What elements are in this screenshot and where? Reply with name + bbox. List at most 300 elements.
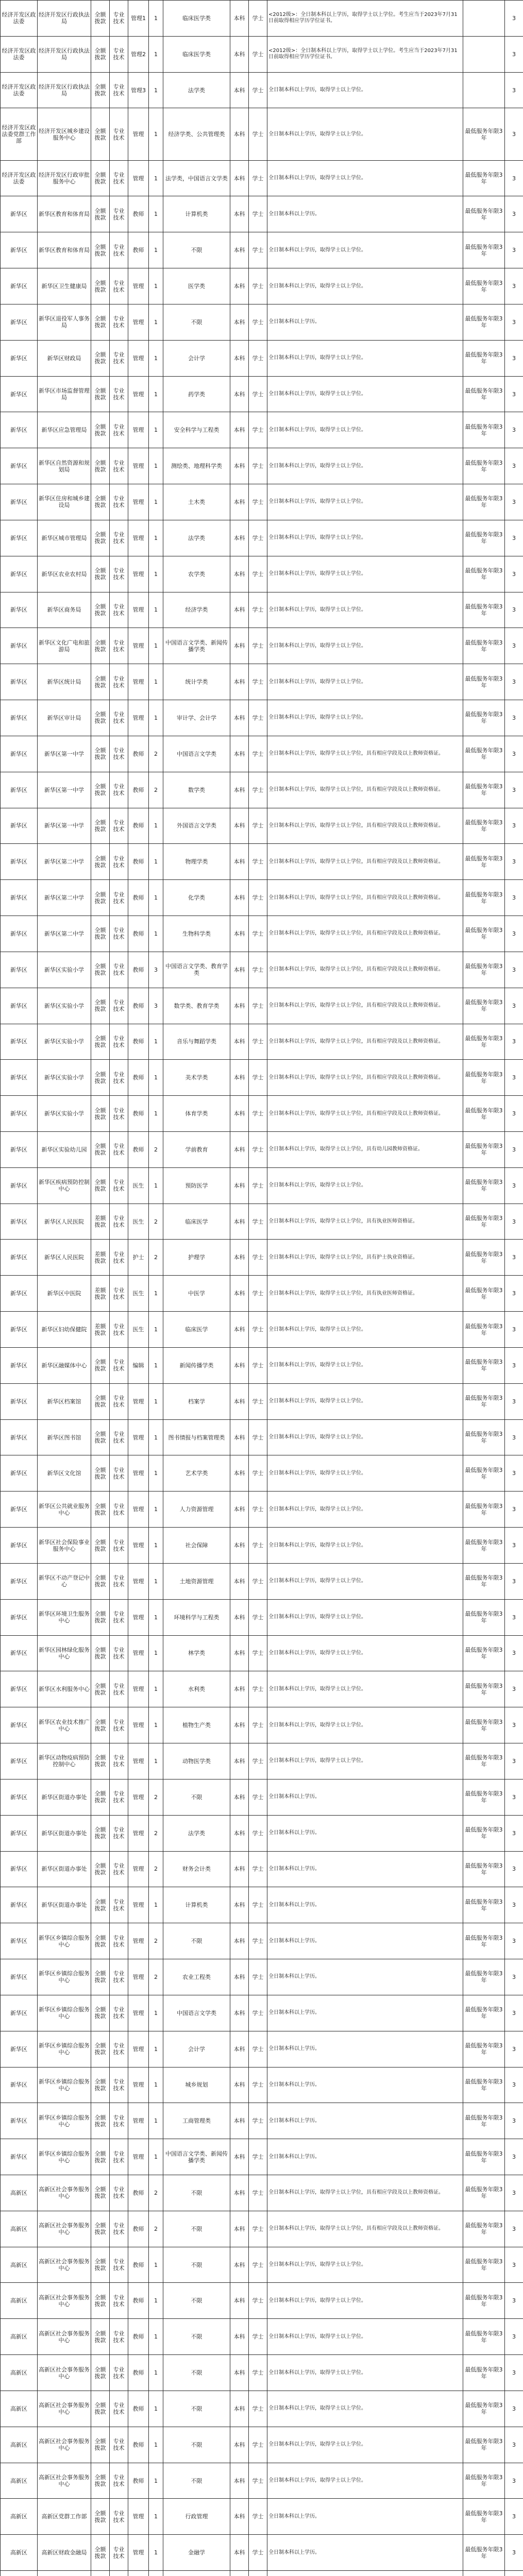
table-row (1, 304, 523, 340)
degree-cell: 学士 (249, 1959, 267, 1995)
funding-cell: 全额拨款 (91, 1635, 110, 1671)
funding-cell: 全额拨款 (91, 2175, 110, 2211)
region-cell: 高新区 (1, 2427, 38, 2463)
table-row (1, 1923, 523, 1959)
degree-cell: 学士 (249, 72, 267, 108)
major-cell: 临床医学类 (163, 36, 230, 72)
category-cell: 专业技术 (110, 36, 128, 72)
requirements-cell: 全日制本科以上学历，取得学士以上学位。 (267, 108, 463, 160)
funding-cell: 全额拨款 (91, 664, 110, 700)
service-note-cell: 最低服务年限3年 (463, 1383, 505, 1419)
major-cell: 不限 (163, 2319, 230, 2355)
region-cell: 新华区 (1, 1815, 38, 1851)
category-cell (110, 2571, 128, 2576)
major-cell: 中医学 (163, 1276, 230, 1312)
ratio-cell: 3 (505, 2427, 523, 2463)
requirements-cell: 全日制本科以上学历，取得学士以上学位。 (267, 2391, 463, 2427)
count-cell: 1 (149, 36, 163, 72)
service-note-cell: 最低服务年限3年 (463, 844, 505, 880)
table-row (1, 340, 523, 376)
funding-cell: 差额拨款 (91, 1276, 110, 1312)
funding-cell: 全额拨款 (91, 1923, 110, 1959)
funding-cell: 差额拨款 (91, 1204, 110, 1240)
education-cell: 本科 (230, 1635, 249, 1671)
category-cell: 专业技术 (110, 1492, 128, 1528)
service-note-cell: 最低服务年限3年 (463, 2499, 505, 2535)
funding-cell: 全额拨款 (91, 304, 110, 340)
education-cell: 本科 (230, 340, 249, 376)
category-cell: 专业技术 (110, 1707, 128, 1743)
funding-cell: 全额拨款 (91, 1743, 110, 1780)
service-note-cell: 最低服务年限3年 (463, 268, 505, 304)
service-note-cell (463, 1, 505, 37)
service-note-cell: 最低服务年限3年 (463, 2355, 505, 2391)
position-cell: 管理1 (128, 1, 149, 37)
major-cell: 医学类 (163, 268, 230, 304)
service-note-cell: 最低服务年限3年 (463, 2139, 505, 2175)
unit-cell: 高新区社会事务服务中心 (38, 2175, 91, 2211)
major-cell: 经济学类、公共管理类 (163, 108, 230, 160)
degree-cell: 学士 (249, 1240, 267, 1276)
degree-cell: 学士 (249, 484, 267, 520)
unit-cell: 新华区自然资源和规划局 (38, 448, 91, 484)
category-cell: 专业技术 (110, 844, 128, 880)
unit-cell: 新华区环境卫生服务中心 (38, 1599, 91, 1635)
region-cell: 高新区 (1, 2391, 38, 2427)
unit-cell: 新华区实验小学 (38, 1024, 91, 1060)
position-cell: 管理 (128, 2067, 149, 2103)
requirements-cell: 全日制本科以上学历，取得学士以上学位，具有相应学段及以上教师资格证。 (267, 1096, 463, 1132)
position-cell: 教师 (128, 772, 149, 808)
region-cell: 新华区 (1, 340, 38, 376)
degree-cell: 学士 (249, 1815, 267, 1851)
education-cell: 本科 (230, 2535, 249, 2571)
count-cell: 2 (149, 1131, 163, 1167)
count-cell: 2 (149, 1204, 163, 1240)
count-cell: 2 (149, 1779, 163, 1815)
region-cell: 新华区 (1, 1707, 38, 1743)
unit-cell: 新华区文化馆 (38, 1455, 91, 1492)
requirements-cell: 全日制本科以上学历。 (267, 1923, 463, 1959)
table-row (1, 808, 523, 844)
education-cell: 本科 (230, 952, 249, 988)
count-cell: 2 (149, 772, 163, 808)
ratio-cell: 3 (505, 1599, 523, 1635)
position-cell: 教师 (128, 1096, 149, 1132)
region-cell: 高新区 (1, 2499, 38, 2535)
unit-cell: 新华区融媒体中心 (38, 1347, 91, 1383)
education-cell: 本科 (230, 1024, 249, 1060)
position-cell: 教师 (128, 2319, 149, 2355)
service-note-cell: 最低服务年限3年 (463, 2031, 505, 2067)
table-row (1, 2355, 523, 2391)
category-cell: 专业技术 (110, 1204, 128, 1240)
degree-cell: 学士 (249, 1312, 267, 1348)
position-cell: 管理 (128, 1528, 149, 1564)
unit-cell: 新华区卫生健康局 (38, 268, 91, 304)
table-row (1, 196, 523, 232)
position-cell: 管理 (128, 520, 149, 556)
table-row (1, 160, 523, 196)
major-cell: 临床医学类 (163, 1, 230, 37)
table-row (1, 628, 523, 664)
education-cell: 本科 (230, 448, 249, 484)
unit-cell: 新华区中医院 (38, 1276, 91, 1312)
position-cell: 管理 (128, 1455, 149, 1492)
requirements-cell: 全日制本科以上学历。 (267, 2535, 463, 2571)
unit-cell: 新华区疾病预防控制中心 (38, 1167, 91, 1204)
requirements-cell: 全日制本科以上学历，取得学士以上学位。 (267, 592, 463, 628)
degree-cell: 学士 (249, 1455, 267, 1492)
category-cell: 专业技术 (110, 1563, 128, 1599)
count-cell: 2 (149, 1240, 163, 1276)
requirements-cell: 全日制本科以上学历，取得学士以上学位。 (267, 1743, 463, 1780)
unit-cell: 高新区社会事务服务中心 (38, 2211, 91, 2247)
service-note-cell: 最低服务年限3年 (463, 1779, 505, 1815)
category-cell: 专业技术 (110, 484, 128, 520)
ratio-cell: 3 (505, 988, 523, 1024)
region-cell: 经济开发区政法委 (1, 160, 38, 196)
requirements-cell: 全日制本科以上学历，取得学士以上学位。 (267, 556, 463, 592)
region-cell: 新华区 (1, 880, 38, 916)
service-note-cell: 最低服务年限3年 (463, 376, 505, 412)
education-cell: 本科 (230, 844, 249, 880)
requirements-cell: 全日制本科以上学历。 (267, 304, 463, 340)
count-cell: 1 (149, 2355, 163, 2391)
table-row (1, 1779, 523, 1815)
ratio-cell: 3 (505, 196, 523, 232)
requirements-cell: 全日制本科以上学历，取得学士以上学位，具有执业医师资格证。 (267, 1276, 463, 1312)
major-cell: 农业工程类 (163, 1959, 230, 1995)
category-cell: 专业技术 (110, 2067, 128, 2103)
region-cell: 高新区 (1, 2211, 38, 2247)
ratio-cell: 3 (505, 376, 523, 412)
table-row (1, 108, 523, 160)
category-cell: 专业技术 (110, 2463, 128, 2499)
region-cell: 新华区 (1, 2139, 38, 2175)
ratio-cell: 3 (505, 736, 523, 772)
table-row (1, 1671, 523, 1707)
education-cell: 本科 (230, 2139, 249, 2175)
degree-cell: 学士 (249, 412, 267, 448)
count-cell: 1 (149, 2247, 163, 2283)
ratio-cell: 3 (505, 844, 523, 880)
major-cell: 不限 (163, 2463, 230, 2499)
education-cell: 本科 (230, 2391, 249, 2427)
category-cell: 专业技术 (110, 808, 128, 844)
category-cell: 专业技术 (110, 2031, 128, 2067)
requirements-cell: 全日制本科以上学历，取得学士以上学位。 (267, 628, 463, 664)
position-cell: 管理 (128, 664, 149, 700)
funding-cell: 全额拨款 (91, 1060, 110, 1096)
service-note-cell: 最低服务年限3年 (463, 1923, 505, 1959)
ratio-cell: 3 (505, 2355, 523, 2391)
category-cell: 专业技术 (110, 72, 128, 108)
position-cell: 管理 (128, 628, 149, 664)
category-cell: 专业技术 (110, 1240, 128, 1276)
requirements-cell: 全日制本科以上学历，取得学士以上学位。 (267, 1312, 463, 1348)
ratio-cell: 3 (505, 2031, 523, 2067)
unit-cell: 新华区财政局 (38, 340, 91, 376)
ratio-cell: 3 (505, 1815, 523, 1851)
table-row (1, 1096, 523, 1132)
region-cell: 新华区 (1, 1060, 38, 1096)
education-cell (230, 2571, 249, 2576)
ratio-cell: 3 (505, 2175, 523, 2211)
degree-cell: 学士 (249, 2319, 267, 2355)
major-cell: 林学类 (163, 1635, 230, 1671)
requirements-cell: 全日制本科以上学历，取得学士以上学位。 (267, 376, 463, 412)
count-cell: 2 (149, 2211, 163, 2247)
ratio-cell: 3 (505, 1347, 523, 1383)
major-cell: 法学类 (163, 1815, 230, 1851)
category-cell: 专业技术 (110, 1959, 128, 1995)
education-cell: 本科 (230, 556, 249, 592)
ratio-cell: 3 (505, 952, 523, 988)
ratio-cell: 3 (505, 1419, 523, 1455)
funding-cell: 全额拨款 (91, 1707, 110, 1743)
ratio-cell (505, 2571, 523, 2576)
education-cell: 本科 (230, 1959, 249, 1995)
position-cell: 管理 (128, 1599, 149, 1635)
count-cell: 1 (149, 1276, 163, 1312)
requirements-cell: 全日制本科以上学历。 (267, 2139, 463, 2175)
table-row (1, 1492, 523, 1528)
table-row (1, 2499, 523, 2535)
requirements-cell: 全日制本科以上学历，取得学士以上学位，具有护士执业资格证。 (267, 1240, 463, 1276)
table-row (1, 484, 523, 520)
position-cell: 管理 (128, 1563, 149, 1599)
requirements-cell: 全日制本科以上学历，取得学士以上学位。 (267, 1563, 463, 1599)
major-cell: 环境科学与工程类 (163, 1599, 230, 1635)
region-cell: 新华区 (1, 1167, 38, 1204)
position-cell: 教师 (128, 1131, 149, 1167)
category-cell: 专业技术 (110, 1851, 128, 1887)
major-cell: 中国语言文学类 (163, 736, 230, 772)
table-row (1, 268, 523, 304)
unit-cell: 高新区社会事务服务中心 (38, 2247, 91, 2283)
count-cell: 3 (149, 988, 163, 1024)
degree-cell: 学士 (249, 2463, 267, 2499)
region-cell: 新华区 (1, 2067, 38, 2103)
table-row (1, 736, 523, 772)
degree-cell: 学士 (249, 108, 267, 160)
position-cell: 教师 (128, 2391, 149, 2427)
requirements-cell: 全日制本科以上学历，取得学士以上学位。 (267, 1599, 463, 1635)
unit-cell: 新华区街道办事处 (38, 1887, 91, 1923)
region-cell: 新华区 (1, 1671, 38, 1707)
category-cell: 专业技术 (110, 1383, 128, 1419)
region-cell: 新华区 (1, 1455, 38, 1492)
region-cell: 高新区 (1, 2319, 38, 2355)
region-cell: 新华区 (1, 1779, 38, 1815)
education-cell: 本科 (230, 2283, 249, 2319)
funding-cell: 全额拨款 (91, 2031, 110, 2067)
requirements-cell (267, 2571, 463, 2576)
category-cell: 专业技术 (110, 1887, 128, 1923)
unit-cell: 新华区市场监督管理局 (38, 376, 91, 412)
position-cell: 教师 (128, 2175, 149, 2211)
position-cell: 教师 (128, 2355, 149, 2391)
count-cell: 1 (149, 1024, 163, 1060)
requirements-cell: 全日制本科以上学历，取得学士以上学位，具有相应学段及以上教师资格证。 (267, 2175, 463, 2211)
unit-cell: 新华区实验小学 (38, 988, 91, 1024)
major-cell: 工商管理类 (163, 2103, 230, 2139)
count-cell: 1 (149, 844, 163, 880)
funding-cell: 全额拨款 (91, 1887, 110, 1923)
ratio-cell: 3 (505, 1563, 523, 1599)
unit-cell: 新华区实验小学 (38, 1096, 91, 1132)
major-cell: 物理学类 (163, 844, 230, 880)
table-row (1, 916, 523, 952)
count-cell: 1 (149, 2319, 163, 2355)
funding-cell: 全额拨款 (91, 340, 110, 376)
funding-cell: 全额拨款 (91, 1024, 110, 1060)
service-note-cell: 最低服务年限3年 (463, 1528, 505, 1564)
region-cell: 新华区 (1, 844, 38, 880)
region-cell: 新华区 (1, 484, 38, 520)
unit-cell: 新华区不动产登记中心 (38, 1563, 91, 1599)
position-cell: 管理 (128, 2499, 149, 2535)
education-cell: 本科 (230, 1131, 249, 1167)
degree-cell: 学士 (249, 1923, 267, 1959)
education-cell: 本科 (230, 108, 249, 160)
count-cell: 1 (149, 1312, 163, 1348)
major-cell: 会计学 (163, 2031, 230, 2067)
unit-cell: 高新区社会事务服务中心 (38, 2427, 91, 2463)
requirements-cell: 全日制本科以上学历，取得学士以上学位。 (267, 664, 463, 700)
degree-cell: 学士 (249, 1204, 267, 1240)
service-note-cell: 最低服务年限3年 (463, 1347, 505, 1383)
region-cell: 新华区 (1, 412, 38, 448)
funding-cell: 全额拨款 (91, 1959, 110, 1995)
region-cell: 新华区 (1, 1492, 38, 1528)
ratio-cell: 3 (505, 808, 523, 844)
education-cell: 本科 (230, 916, 249, 952)
table-row (1, 2247, 523, 2283)
table-row (1, 232, 523, 268)
requirements-cell: 全日制本科以上学历，取得学士以上学位。 (267, 2355, 463, 2391)
region-cell: 高新区 (1, 2283, 38, 2319)
position-cell: 管理 (128, 340, 149, 376)
service-note-cell: 最低服务年限3年 (463, 2427, 505, 2463)
position-cell: 教师 (128, 232, 149, 268)
service-note-cell: 最低服务年限3年 (463, 160, 505, 196)
service-note-cell: 最低服务年限3年 (463, 736, 505, 772)
category-cell: 专业技术 (110, 664, 128, 700)
count-cell: 1 (149, 2283, 163, 2319)
funding-cell: 全额拨款 (91, 2391, 110, 2427)
major-cell: 不限 (163, 2175, 230, 2211)
education-cell: 本科 (230, 160, 249, 196)
category-cell: 专业技术 (110, 2427, 128, 2463)
funding-cell: 全额拨款 (91, 880, 110, 916)
funding-cell: 全额拨款 (91, 2139, 110, 2175)
service-note-cell: 最低服务年限3年 (463, 1024, 505, 1060)
ratio-cell: 3 (505, 1312, 523, 1348)
category-cell: 专业技术 (110, 268, 128, 304)
ratio-cell: 3 (505, 1060, 523, 1096)
requirements-cell: 全日制本科以上学历。 (267, 1815, 463, 1851)
education-cell: 本科 (230, 72, 249, 108)
ratio-cell: 3 (505, 340, 523, 376)
position-cell: 医生 (128, 1276, 149, 1312)
unit-cell: 新华区实验小学 (38, 952, 91, 988)
table-row (1, 2031, 523, 2067)
region-cell: 新华区 (1, 1599, 38, 1635)
category-cell: 专业技术 (110, 2283, 128, 2319)
count-cell: 1 (149, 1060, 163, 1096)
position-cell: 教师 (128, 2211, 149, 2247)
requirements-cell: 全日制本科以上学历，取得学士以上学位。 (267, 160, 463, 196)
table-row (1, 412, 523, 448)
funding-cell (91, 2571, 110, 2576)
major-cell: 外国语言文学类 (163, 808, 230, 844)
unit-cell: 新华区乡镇综合服务中心 (38, 2103, 91, 2139)
degree-cell: 学士 (249, 556, 267, 592)
education-cell: 本科 (230, 232, 249, 268)
funding-cell: 全额拨款 (91, 1815, 110, 1851)
ratio-cell: 3 (505, 2103, 523, 2139)
position-cell: 管理 (128, 1959, 149, 1995)
major-cell: 中国语言文学类、教育学类 (163, 952, 230, 988)
education-cell: 本科 (230, 1995, 249, 2031)
region-cell: 高新区 (1, 2247, 38, 2283)
count-cell: 1 (149, 108, 163, 160)
count-cell: 1 (149, 1492, 163, 1528)
unit-cell: 新华区乡镇综合服务中心 (38, 2067, 91, 2103)
unit-cell: 新华区第一中学 (38, 772, 91, 808)
unit-cell: 新华区人民医院 (38, 1240, 91, 1276)
ratio-cell: 3 (505, 1959, 523, 1995)
unit-cell: 新华区妇幼保健院 (38, 1312, 91, 1348)
funding-cell: 全额拨款 (91, 1563, 110, 1599)
major-cell: 不限 (163, 2391, 230, 2427)
table-row (1, 1060, 523, 1096)
category-cell: 专业技术 (110, 2103, 128, 2139)
requirements-cell: 全日制本科以上学历，取得学士以上学位。 (267, 2247, 463, 2283)
funding-cell: 全额拨款 (91, 108, 110, 160)
table-row (1, 1815, 523, 1851)
degree-cell: 学士 (249, 1024, 267, 1060)
table-row (1, 1419, 523, 1455)
service-note-cell: 最低服务年限3年 (463, 520, 505, 556)
position-cell: 教师 (128, 2283, 149, 2319)
count-cell: 1 (149, 2031, 163, 2067)
count-cell: 1 (149, 520, 163, 556)
funding-cell: 全额拨款 (91, 808, 110, 844)
requirements-cell: 全日制本科以上学历，取得学士以上学位。 (267, 2283, 463, 2319)
count-cell: 1 (149, 664, 163, 700)
ratio-cell: 3 (505, 2283, 523, 2319)
table-row (1, 1204, 523, 1240)
unit-cell: 高新区社会事务服务中心 (38, 2355, 91, 2391)
education-cell: 本科 (230, 484, 249, 520)
ratio-cell: 3 (505, 1743, 523, 1780)
ratio-cell: 3 (505, 1635, 523, 1671)
education-cell: 本科 (230, 1492, 249, 1528)
position-cell: 管理 (128, 268, 149, 304)
major-cell: 中国语言文学类、新闻传播学类 (163, 2139, 230, 2175)
education-cell: 本科 (230, 1060, 249, 1096)
major-cell: 水利类 (163, 1671, 230, 1707)
category-cell: 专业技术 (110, 988, 128, 1024)
funding-cell: 全额拨款 (91, 844, 110, 880)
service-note-cell: 最低服务年限3年 (463, 1060, 505, 1096)
education-cell: 本科 (230, 268, 249, 304)
degree-cell: 学士 (249, 1528, 267, 1564)
degree-cell: 学士 (249, 808, 267, 844)
